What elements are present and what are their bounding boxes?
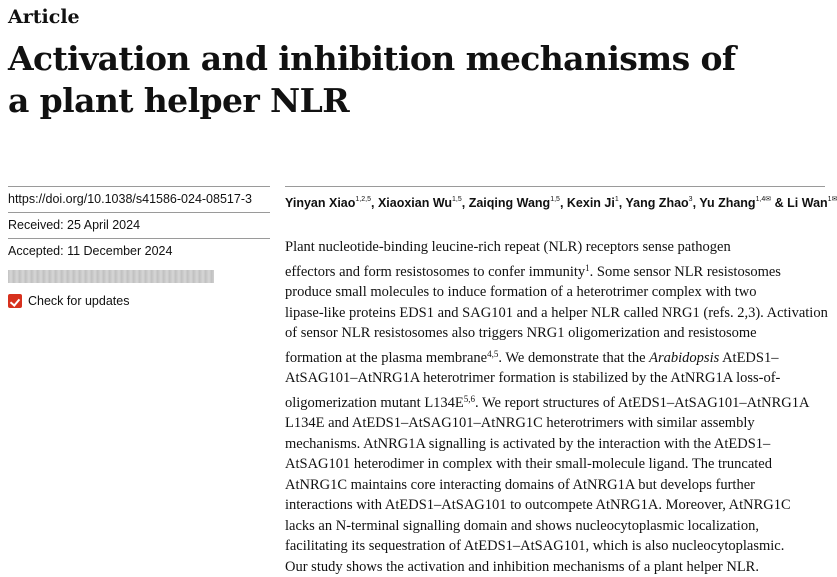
abstract-line: L134E and AtEDS1–AtSAG101–AtNRG1C heterotrimers with similar assembly [285, 413, 822, 434]
author-separator: , [619, 196, 626, 210]
author-separator: , [371, 196, 378, 210]
abstract-line: Our study shows the activation and inhibition mechanisms of a plant helper NLR. [285, 557, 822, 577]
author-list [285, 186, 825, 212]
received-date: Received: 25 April 2024 [8, 212, 270, 238]
abstract-line: mechanisms. AtNRG1A signalling is activated by the interaction with the AtEDS1– [285, 434, 822, 455]
author-name[interactable]: Yinyan Xiao [285, 196, 355, 210]
author-name[interactable]: Zaiqing Wang [469, 196, 550, 210]
citation-ref[interactable]: 5,6 [464, 394, 475, 404]
abstract [285, 237, 822, 577]
author-name[interactable]: Kexin Ji [567, 196, 615, 210]
article-meta [8, 186, 270, 310]
citation-ref[interactable]: 4,5 [487, 349, 498, 359]
author-name[interactable]: Li Wan [787, 196, 828, 210]
author-name[interactable]: Xiaoxian Wu [378, 196, 452, 210]
doi-link[interactable]: https://doi.org/10.1038/s41586-024-08517-3 [8, 186, 270, 212]
abstract-line: AtSAG101 heterodimer in complex with their small-molecule ligand. The truncated [285, 454, 822, 475]
article-type-label: Article [8, 6, 80, 28]
citation-ref[interactable]: 1 [585, 263, 590, 273]
abstract-line [285, 344, 822, 369]
abstract-text: . We demonstrate that the [498, 350, 649, 366]
redacted-line [8, 270, 214, 283]
abstract-text: . We report structures of AtEDS1–AtSAG101–AtNRG1A [475, 395, 809, 411]
abstract-text: oligomerization mutant L134E [285, 395, 464, 411]
abstract-line: facilitating its sequestration of AtEDS1–AtSAG101, which is also nucleocytoplasmic. [285, 536, 822, 557]
title-line-2: a plant helper NLR [8, 81, 349, 120]
abstract-line: lipase-like proteins EDS1 and SAG101 and a helper NLR called NRG1 (refs. 2,3). Activation [285, 303, 822, 324]
author-affiliation: 1,2,5 [355, 196, 371, 203]
abstract-text: formation at the plasma membrane [285, 350, 487, 366]
author-separator: , [462, 196, 469, 210]
author-affiliation: 1✉ [828, 196, 837, 203]
abstract-line: AtSAG101–AtNRG1A heterotrimer formation is stabilized by the AtNRG1A loss-of- [285, 368, 822, 389]
species-name: Arabidopsis [649, 350, 719, 366]
check-updates-icon [8, 294, 22, 308]
author-affiliation: 1 [615, 196, 619, 203]
abstract-text: effectors and form resistosomes to confer immunity [285, 264, 585, 280]
abstract-line: produce small molecules to induce formation of a heterotrimer complex with two [285, 282, 822, 303]
author-affiliation: 3 [689, 196, 693, 203]
abstract-line [285, 389, 822, 414]
abstract-line: of sensor NLR resistosomes also triggers NRG1 oligomerization and resistosome [285, 323, 822, 344]
accepted-date: Accepted: 11 December 2024 [8, 238, 270, 264]
abstract-line: Plant nucleotide-binding leucine-rich repeat (NLR) receptors sense pathogen [285, 237, 822, 258]
author-separator: , [693, 196, 700, 210]
check-updates-label: Check for updates [28, 294, 129, 308]
abstract-text: AtEDS1– [719, 350, 778, 366]
author-separator: & [771, 196, 787, 210]
author-separator: , [560, 196, 567, 210]
title-line-1: Activation and inhibition mechanisms of [8, 39, 735, 78]
abstract-line: lacks an N-terminal signalling domain and shows nucleocytoplasmic localization, [285, 516, 822, 537]
author-affiliation: 1,5 [550, 196, 560, 203]
author-name[interactable]: Yu Zhang [699, 196, 755, 210]
abstract-line: AtNRG1C maintains core interacting domains of AtNRG1A but develops further [285, 475, 822, 496]
author-name[interactable]: Yang Zhao [625, 196, 688, 210]
paper-title [8, 38, 823, 122]
author-affiliation: 1,5 [452, 196, 462, 203]
abstract-line: interactions with AtEDS1–AtSAG101 to outcompete AtNRG1A. Moreover, AtNRG1C [285, 495, 822, 516]
author-affiliation: 1,4✉ [756, 196, 772, 203]
abstract-line [285, 258, 822, 283]
check-for-updates-link[interactable] [8, 292, 270, 310]
abstract-text: . Some sensor NLR resistosomes [590, 264, 781, 280]
